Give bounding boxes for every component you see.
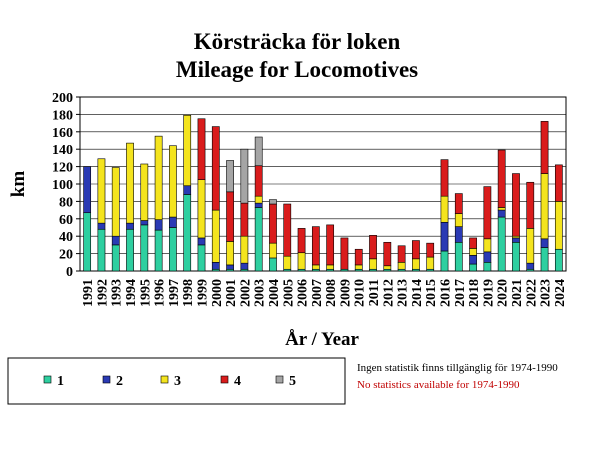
bar-segment-1	[126, 229, 133, 271]
legend-swatch-3	[161, 376, 168, 383]
bar-segment-1	[541, 248, 548, 271]
legend-label-3: 3	[174, 374, 181, 389]
bar-segment-1	[255, 207, 262, 271]
bar-segment-4	[327, 225, 334, 265]
bar-segment-3	[555, 201, 562, 249]
x-tick-label: 2004	[266, 279, 282, 307]
bar-segment-2	[227, 265, 234, 269]
x-tick-label: 2006	[295, 279, 311, 307]
bar-segment-1	[484, 262, 491, 271]
bar-segment-3	[284, 256, 291, 269]
bar-segment-4	[441, 160, 448, 197]
x-tick-label: 1994	[124, 279, 140, 307]
bar-segment-2	[484, 252, 491, 262]
bar-segment-1	[198, 245, 205, 271]
bar-segment-4	[312, 227, 319, 265]
bar-segment-2	[527, 263, 534, 269]
bar-segment-1	[269, 258, 276, 271]
bar-segment-4	[255, 166, 262, 196]
bar-segment-2	[498, 210, 505, 217]
bar-segment-3	[141, 164, 148, 221]
y-tick-label: 180	[52, 108, 73, 124]
x-tick-label: 1997	[166, 279, 182, 307]
bar-segment-4	[484, 187, 491, 239]
bar-segment-4	[355, 249, 362, 265]
x-tick-label: 1995	[138, 279, 154, 307]
x-axis-label: År / Year	[285, 329, 359, 350]
bar-segment-1	[141, 225, 148, 271]
chart-title: Körsträcka för loken	[193, 29, 401, 54]
x-tick-label: 2007	[309, 279, 325, 307]
bar-segment-3	[384, 266, 391, 269]
bar-segment-1	[455, 242, 462, 271]
bar-segment-4	[284, 204, 291, 256]
bar-segment-2	[184, 186, 191, 195]
bar-segment-3	[327, 265, 334, 269]
x-tick-label: 2023	[538, 279, 554, 307]
x-tick-label: 2019	[481, 279, 497, 307]
x-tick-label: 2002	[238, 279, 254, 307]
x-tick-label: 2020	[495, 279, 511, 307]
x-tick-label: 2018	[467, 279, 483, 307]
x-tick-label: 1999	[195, 279, 211, 307]
bar-segment-4	[527, 182, 534, 228]
bar-segment-3	[269, 243, 276, 258]
bar-segment-4	[412, 241, 419, 259]
y-tick-label: 200	[52, 91, 73, 106]
bar-segment-2	[141, 221, 148, 225]
x-tick-label: 2009	[338, 279, 354, 307]
bar-segment-2	[541, 239, 548, 248]
legend-label-1: 1	[57, 374, 64, 389]
bar-segment-1	[155, 230, 162, 271]
bar-segment-1	[555, 249, 562, 271]
bar-segment-3	[227, 241, 234, 264]
bar-segment-3	[455, 214, 462, 227]
legend-swatch-5	[276, 376, 283, 383]
legend-swatch-4	[221, 376, 228, 383]
chart-subtitle: Mileage for Locomotives	[175, 57, 419, 82]
bar-segment-2	[255, 203, 262, 207]
legend-swatch-2	[103, 376, 110, 383]
bar-segment-4	[241, 203, 248, 236]
bar-segment-1	[498, 217, 505, 271]
bar-segment-4	[298, 228, 305, 252]
x-tick-label: 2000	[209, 279, 225, 307]
bar-segment-5	[269, 200, 276, 204]
bar-segment-3	[484, 239, 491, 252]
bar-segment-1	[470, 264, 477, 271]
bar-segment-1	[84, 213, 91, 271]
bar-segment-2	[84, 167, 91, 213]
bar-segment-1	[512, 242, 519, 271]
legend-label-5: 5	[289, 374, 296, 389]
x-tick-label: 2016	[438, 279, 454, 307]
y-tick-label: 140	[52, 143, 73, 159]
bar-segment-2	[126, 223, 133, 229]
legend-label-2: 2	[116, 374, 123, 389]
y-tick-label: 40	[59, 230, 73, 246]
bar-segment-3	[98, 159, 105, 223]
bar-segment-3	[112, 167, 119, 236]
y-tick-label: 160	[52, 125, 73, 141]
bar-segment-1	[112, 245, 119, 271]
bar-segment-3	[369, 259, 376, 269]
note-english: No statistics available for 1974-1990	[357, 379, 520, 391]
bar-segment-5	[227, 161, 234, 192]
bar-segment-3	[241, 236, 248, 263]
bar-segment-3	[255, 196, 262, 203]
bar-segment-4	[512, 174, 519, 237]
x-tick-label: 2022	[524, 279, 540, 307]
note-swedish: Ingen statistik finns tillgänglig för 1974-1990	[357, 362, 558, 374]
x-tick-label: 2024	[552, 279, 568, 307]
bar-segment-3	[212, 210, 219, 262]
bar-segment-3	[298, 253, 305, 270]
x-axis-ticks	[81, 279, 568, 307]
y-axis-label: km	[8, 170, 29, 198]
bar-segment-3	[184, 115, 191, 185]
x-tick-label: 2001	[224, 279, 240, 307]
x-tick-label: 2017	[452, 279, 468, 307]
x-tick-label: 2010	[352, 279, 368, 307]
legend-swatch-1	[44, 376, 51, 383]
bar-segment-4	[198, 119, 205, 180]
y-tick-label: 0	[66, 265, 73, 280]
bar-segment-5	[255, 137, 262, 166]
bar-segment-1	[98, 229, 105, 271]
bar-segment-2	[441, 222, 448, 251]
x-tick-label: 2014	[409, 279, 425, 307]
bar-segment-3	[398, 262, 405, 269]
x-tick-label: 2015	[424, 279, 440, 307]
y-tick-label: 80	[59, 195, 73, 211]
bar-segment-2	[198, 238, 205, 245]
y-tick-label: 20	[59, 247, 73, 263]
bar-segment-2	[155, 220, 162, 230]
bar-segment-3	[198, 180, 205, 238]
x-tick-label: 2011	[367, 279, 383, 307]
bar-segment-2	[212, 262, 219, 269]
x-tick-label: 2003	[252, 279, 268, 307]
bar-segment-3	[155, 136, 162, 220]
bar-segment-4	[369, 235, 376, 258]
bar-segment-3	[541, 174, 548, 239]
bar-segment-4	[427, 243, 434, 257]
x-tick-label: 2013	[395, 279, 411, 307]
bar-segment-4	[384, 242, 391, 265]
x-tick-label: 2012	[381, 279, 397, 307]
bar-segment-2	[112, 236, 119, 245]
bar-segment-4	[212, 127, 219, 211]
x-tick-label: 1992	[95, 279, 111, 307]
bar-segment-2	[470, 255, 477, 264]
bar-segment-3	[126, 143, 133, 223]
y-tick-label: 100	[52, 178, 73, 193]
legend-label-4: 4	[234, 374, 241, 389]
bar-segment-3	[470, 248, 477, 255]
bar-segment-4	[341, 238, 348, 269]
x-tick-label: 1996	[152, 279, 168, 307]
bar-segment-3	[427, 257, 434, 269]
bar-segment-3	[355, 265, 362, 269]
bar-segment-4	[398, 246, 405, 263]
x-tick-label: 1991	[81, 279, 97, 307]
x-tick-label: 2021	[509, 279, 525, 307]
bar-segment-1	[184, 194, 191, 271]
x-tick-label: 2005	[281, 279, 297, 307]
y-axis-ticks	[52, 91, 80, 280]
bar-segment-3	[527, 228, 534, 263]
bar-segment-3	[498, 207, 505, 210]
bar-segment-4	[455, 194, 462, 214]
x-tick-label: 2008	[324, 279, 340, 307]
bar-segment-4	[541, 121, 548, 173]
bar-segment-3	[441, 196, 448, 222]
bar-segment-4	[269, 204, 276, 243]
bar-segment-2	[169, 217, 176, 227]
y-tick-label: 120	[52, 160, 73, 176]
y-tick-label: 60	[59, 212, 73, 228]
bar-segment-4	[498, 150, 505, 207]
bar-segment-2	[241, 263, 248, 269]
bar-segment-5	[241, 149, 248, 203]
bar-segment-2	[98, 223, 105, 229]
bar-segment-4	[470, 238, 477, 248]
x-tick-label: 1993	[109, 279, 125, 307]
bar-segment-4	[227, 192, 234, 242]
bar-segment-4	[555, 165, 562, 202]
bar-segment-3	[312, 265, 319, 269]
bar-segment-1	[169, 228, 176, 272]
bar-segment-3	[169, 146, 176, 217]
bar-segment-2	[512, 238, 519, 242]
bar-segment-2	[455, 227, 462, 243]
bar-segment-1	[441, 251, 448, 271]
bar-segment-3	[412, 259, 419, 269]
x-tick-label: 1998	[181, 279, 197, 307]
